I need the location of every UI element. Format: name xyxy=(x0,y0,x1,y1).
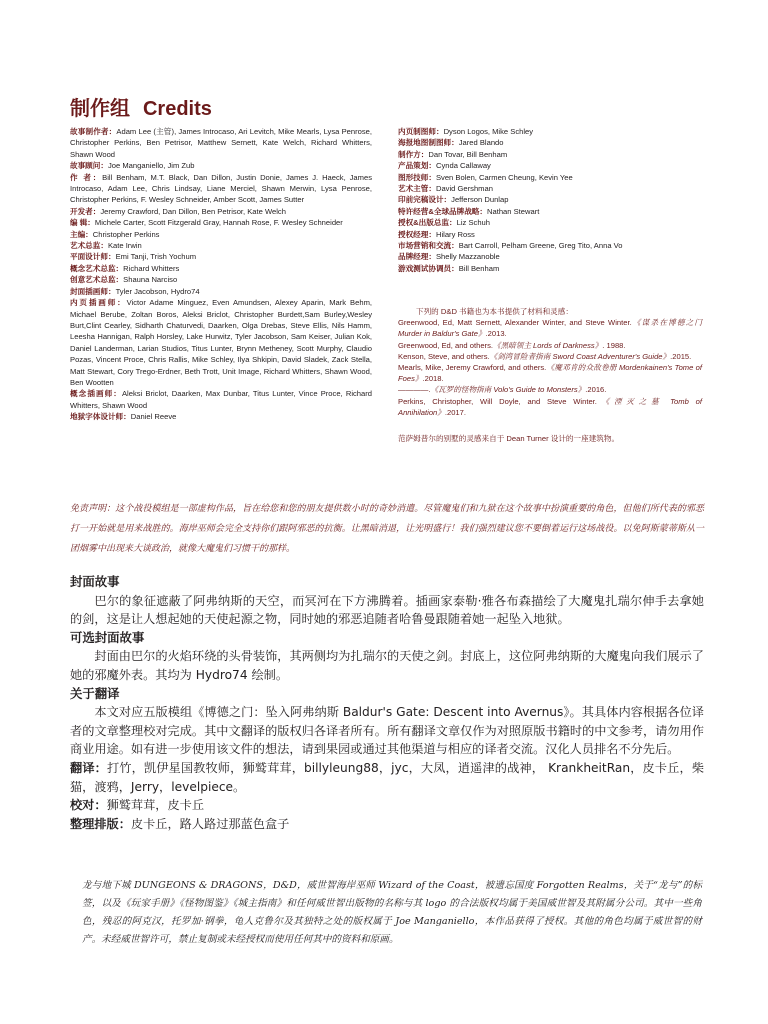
reference-entry xyxy=(398,362,702,384)
inspiration-block xyxy=(398,306,702,444)
credit-line xyxy=(70,297,372,388)
credit-role: 开发者： xyxy=(70,206,101,216)
reference-title: 《剑湾冒险者指南 Sword Coast Adventurer's Guide》 xyxy=(489,351,671,361)
credit-line xyxy=(398,137,700,148)
credit-role: 印前完稿设计： xyxy=(398,195,452,205)
credit-role: 概念艺术总监： xyxy=(70,263,124,273)
credit-line xyxy=(70,274,372,285)
credit-line xyxy=(398,251,700,262)
credits-right-column xyxy=(398,126,700,274)
credit-names: Shauna Narciso xyxy=(123,275,178,285)
credit-role: 编 辑： xyxy=(70,218,95,228)
credit-line xyxy=(70,217,372,228)
reference-authors: Greenwood, Ed, Matt Sernett, Alexander Winter, and Steve Winter. xyxy=(398,318,632,328)
reference-authors: Mearls, Mike, Jeremy Crawford, and others. xyxy=(398,363,547,373)
reference-title: 《湮灭之墓 Tomb of Annihilation》 xyxy=(398,396,702,417)
cover-story-text: 巴尔的象征遮蔽了阿弗纳斯的天空，而冥河在下方沸腾着。插画家泰勒·雅各布森描绘了大魔鬼扎瑞尔伸手去拿她的剑，这是让人想起她的天使起源之物，同时她的邪恶追随者哈鲁曼跟随着她一起坠入地狱。 xyxy=(70,593,704,627)
credit-line xyxy=(398,183,700,194)
credit-names: Nathan Stewart xyxy=(487,206,540,216)
credit-line xyxy=(398,240,700,251)
credit-names: Bart Carroll, Pelham Greene, Greg Tito, Anna Vo xyxy=(458,241,623,251)
page-title-en: Credits xyxy=(142,98,212,120)
credit-names: Hilary Ross xyxy=(435,229,475,239)
credit-line xyxy=(398,229,700,240)
credit-names: Jefferson Dunlap xyxy=(451,195,509,205)
credit-line xyxy=(70,411,372,422)
credit-role: 主编： xyxy=(70,229,93,239)
reference-authors: Kenson, Steve, and others. xyxy=(398,351,490,361)
reference-title: 《黑暗领主 Lords of Darkness》 xyxy=(492,340,603,350)
credit-role: 市场营销和交流： xyxy=(398,241,459,251)
credit-line xyxy=(398,194,700,205)
reference-entry xyxy=(398,396,702,418)
credit-line xyxy=(70,286,372,297)
staff-translators xyxy=(70,759,704,796)
credit-role: 游戏测试协调员： xyxy=(398,263,459,273)
credit-role: 内页插画师： xyxy=(70,298,127,308)
reference-year: .2018. xyxy=(422,374,444,384)
credit-line xyxy=(398,263,700,274)
credit-role: 图形技师： xyxy=(398,172,436,182)
staff-layout xyxy=(70,815,704,834)
disclaimer: 免责声明：这个战役模组是一部虚构作品，旨在给您和您的朋友提供数小时的奇妙消遣。尽管魔鬼们和九狱在这个故事中扮演重要的角色，但他们所代表的邪恶打一开始就是用来战胜的。海岸巫师会完全支持你们跟阿邪恶的抗衡。让黑暗消退，让光明盛行！我们强烈建议您不要倒着运行这场战役。以免阿斯蒙蒂斯从一团烟雾中出现来大谈政治，就像大魔鬼们习惯干的那样。 xyxy=(70,504,704,554)
credit-names: Tyler Jacobson, Hydro74 xyxy=(115,286,200,296)
credit-line xyxy=(70,172,372,206)
credit-role: 制作方： xyxy=(398,149,429,159)
credit-role: 授权经理： xyxy=(398,229,436,239)
cover-story-heading: 封面故事 xyxy=(70,574,120,589)
reference-entry xyxy=(398,317,702,339)
credit-line xyxy=(398,172,700,183)
reference-authors: Greenwood, Ed, and others. xyxy=(398,340,493,350)
credit-line xyxy=(70,206,372,217)
credit-names: Dan Tovar, Bill Benham xyxy=(428,149,508,159)
credit-names: Daniel Reeve xyxy=(130,412,177,422)
credit-role: 地狱字体设计师： xyxy=(70,412,131,422)
credit-names: Richard Whitters xyxy=(123,263,180,273)
credit-role: 品牌经理： xyxy=(398,252,436,262)
staff-label: 校对： xyxy=(70,798,107,813)
reference-title: 《瓦罗的怪物指南 Volo's Guide to Monsters》 xyxy=(430,385,586,395)
credit-line xyxy=(70,160,372,171)
credit-names: Aleksi Briclot, Daarken, Max Dunbar, Titus Lunter, Vince Proce, Richard Whitters, Shawn Wood xyxy=(70,389,373,410)
credit-names: Adam Lee (主管), James Introcaso, Ari Levitch, Mike Mearls, Lysa Penrose, Christopher Perkins, Ben Petrisor, Matthew Sernett, Kate Welch, Richard Whitters, Shawn Wood xyxy=(70,127,372,159)
credit-role: 内页制图师： xyxy=(398,127,444,136)
alt-cover-text: 封面由巴尔的火焰环绕的头骨装饰，其两侧均为扎瑞尔的天使之剑。封底上，这位阿弗纳斯的大魔鬼向我们展示了她的邪魔外表。其均为 Hydro74 绘制。 xyxy=(70,649,704,682)
credit-role: 特许经营&全球品牌战略： xyxy=(398,206,488,216)
credit-line xyxy=(398,149,700,160)
staff-value: 打竹，凯伊星国教牧师，狮鹫茸茸，billyleung88，jyc，大凤，逍遥津的战神， KrankheitRan，皮卡丘，柴猫，渡鸦，Jerry，levelpiece。 xyxy=(70,760,705,794)
credit-line xyxy=(398,206,700,217)
credit-role: 产品策划： xyxy=(398,161,436,171)
credit-role: 创意艺术总监： xyxy=(70,275,124,285)
credit-role: 艺术主管： xyxy=(398,184,436,194)
reference-entry xyxy=(398,340,702,351)
credit-line xyxy=(398,217,700,228)
reference-year: .2013. xyxy=(485,329,507,339)
reference-entry xyxy=(398,384,702,395)
page-title-zh: 制作组 xyxy=(70,96,130,120)
credit-names: Jeremy Crawford, Dan Dillon, Ben Petrisor, Kate Welch xyxy=(100,206,286,216)
credit-names: Bill Benham, M.T. Black, Dan Dillon, Justin Donie, James J. Haeck, James Introcaso, Adam Lee, Chris Lindsay, Liane Merciel, Shawn Merwin, Lysa Penrose, Christopher Perkins, F. Wesley Schneider, Amber Scott, James Sutter xyxy=(70,172,372,205)
inspiration-references xyxy=(398,317,702,418)
credit-role: 故事制作者： xyxy=(70,127,117,136)
credits-left-column xyxy=(70,126,372,423)
reference-year: . 1988. xyxy=(602,340,626,350)
credit-role: 授权&出版总监： xyxy=(398,218,457,228)
inspiration-note: 范萨姆普尔的别墅的灵感来自于 Dean Turner 设计的一座建筑物。 xyxy=(398,434,620,444)
staff-value: 狮鹫茸茸，皮卡丘 xyxy=(106,798,205,813)
credit-role: 艺术总监： xyxy=(70,241,108,251)
legal-notice: 龙与地下城 DUNGEONS & DRAGONS，D&D，威世智海岸巫师 Wizard of the Coast，被遗忘国度 Forgotten Realms，关于“龙与”的标签，以及《玩家手册》《怪物图鉴》《城主指南》和任何威世智出版物的名称与其 logo 的合法版权均属于美国威世智及其附属分公司。其中一些角色，残忍的阿克汉，托罗加·钢拳，龟人克鲁尔及其独特之处的版权属于 Joe Manganiello，本作品获得了授权。其他的角色均属于威世智的财产。未经威世智许可，禁止复制或未经授权而使用任何其中的资料和原画。 xyxy=(82,880,702,945)
inspiration-heading: 下列的 D&D 书籍也为本书提供了材料和灵感： xyxy=(416,307,573,316)
credit-names: Bill Benham xyxy=(458,263,500,273)
credit-names: Joe Manganiello, Jim Zub xyxy=(107,161,195,171)
credit-line xyxy=(70,229,372,240)
credit-role: 作 者： xyxy=(70,172,103,182)
credit-names: Dyson Logos, Mike Schley xyxy=(443,127,534,136)
reference-entry xyxy=(398,351,702,362)
staff-label: 整理排版： xyxy=(70,816,131,831)
credit-names: Christopher Perkins xyxy=(92,229,160,239)
reference-authors: Perkins, Christopher, Will Doyle, and Steve Winter. xyxy=(398,396,597,406)
credit-line xyxy=(70,263,372,274)
credit-names: Sven Bolen, Carmen Cheung, Kevin Yee xyxy=(435,172,573,182)
credit-line xyxy=(70,251,372,262)
credit-names: Michele Carter, Scott Fitzgerald Gray, Hannah Rose, F. Wesley Schneider xyxy=(94,218,343,228)
staff-label: 翻译： xyxy=(70,760,107,775)
credit-names: Jared Blando xyxy=(458,138,504,148)
credit-line xyxy=(398,160,700,171)
credit-names: Cynda Callaway xyxy=(435,161,491,171)
credit-names: David Gershman xyxy=(435,184,493,194)
alt-cover-heading: 可选封面故事 xyxy=(70,629,145,645)
credit-names: Shelly Mazzanoble xyxy=(435,252,500,262)
reference-year: .2017. xyxy=(444,407,466,417)
credit-line xyxy=(398,126,700,137)
credit-names: Emi Tanji, Trish Yochum xyxy=(115,252,197,262)
reference-title: 《谋杀在博德之门 Murder in Baldur's Gate》 xyxy=(398,318,702,339)
credit-role: 故事顾问： xyxy=(70,161,108,171)
reference-authors: ————. xyxy=(398,385,431,395)
credit-role: 封面插画师： xyxy=(70,286,116,296)
body-block xyxy=(70,573,704,833)
translation-heading: 关于翻译 xyxy=(70,685,120,701)
page-title xyxy=(70,92,212,121)
staff-value: 皮卡丘，路人路过那蓝色盒子 xyxy=(130,816,290,831)
credit-names: Liz Schuh xyxy=(456,218,490,228)
reference-year: .2016. xyxy=(585,385,607,395)
credit-line xyxy=(70,240,372,251)
reference-title: 《魔邓肯的众敌卷册 Mordenkainen's Tome of Foes》 xyxy=(398,363,703,384)
credit-role: 平面设计师： xyxy=(70,252,116,262)
credit-names: Kate Irwin xyxy=(107,241,142,251)
reference-year: .2015. xyxy=(670,351,692,361)
credit-role: 概念插画师： xyxy=(70,389,122,399)
translation-text: 本文对应五版模组《博德之门：坠入阿弗纳斯 Baldur's Gate: Descent into Avernus》。其具体内容根据各位译者的文章整理校对完成。其中文翻译的版权归各译者所有。所有翻译文章仅作为对照原版书籍时的中文参考，请勿用作商业用途。如有进一步使用该文件的想法，请到果园或通过其他渠道与相应的译者交流。汉化人员排名不分先后。 xyxy=(70,705,704,757)
credit-role: 海报地图制图师： xyxy=(398,138,459,148)
credit-line xyxy=(70,126,372,160)
credit-names: Victor Adame Minguez, Even Amundsen, Alexey Aparin, Mark Behm, Michael Berube, Zoltan Boros, Aleksi Briclot, Christopher Burdett,Sam Burley,Wesley Burt,Clint Cearley, Sidharth Chaturvedi, Daarken, Olga Drebas, Steve Ellis, Nils Hamm, Leesha Hannigan, Ralph Horsley, Lake Hurwitz, Tyler Jacobson, Sam Keiser, Julian Kok, Daniel Landerman, Larian Studios, Titus Lunter, Brynn Metheney, Scott Murphy, Claudio Pozas, Vincent Proce, Chris Rallis, Mike Schley, Ilya Shkipin, David Sladek, Zack Stella, Matt Stewart, Cory Trego-Erdner, Beth Trott, Unit Image, Richard Whitters, Shawn Wood, Ben Wootten xyxy=(70,298,373,387)
credit-line xyxy=(70,388,372,411)
staff-proofreaders xyxy=(70,796,704,815)
